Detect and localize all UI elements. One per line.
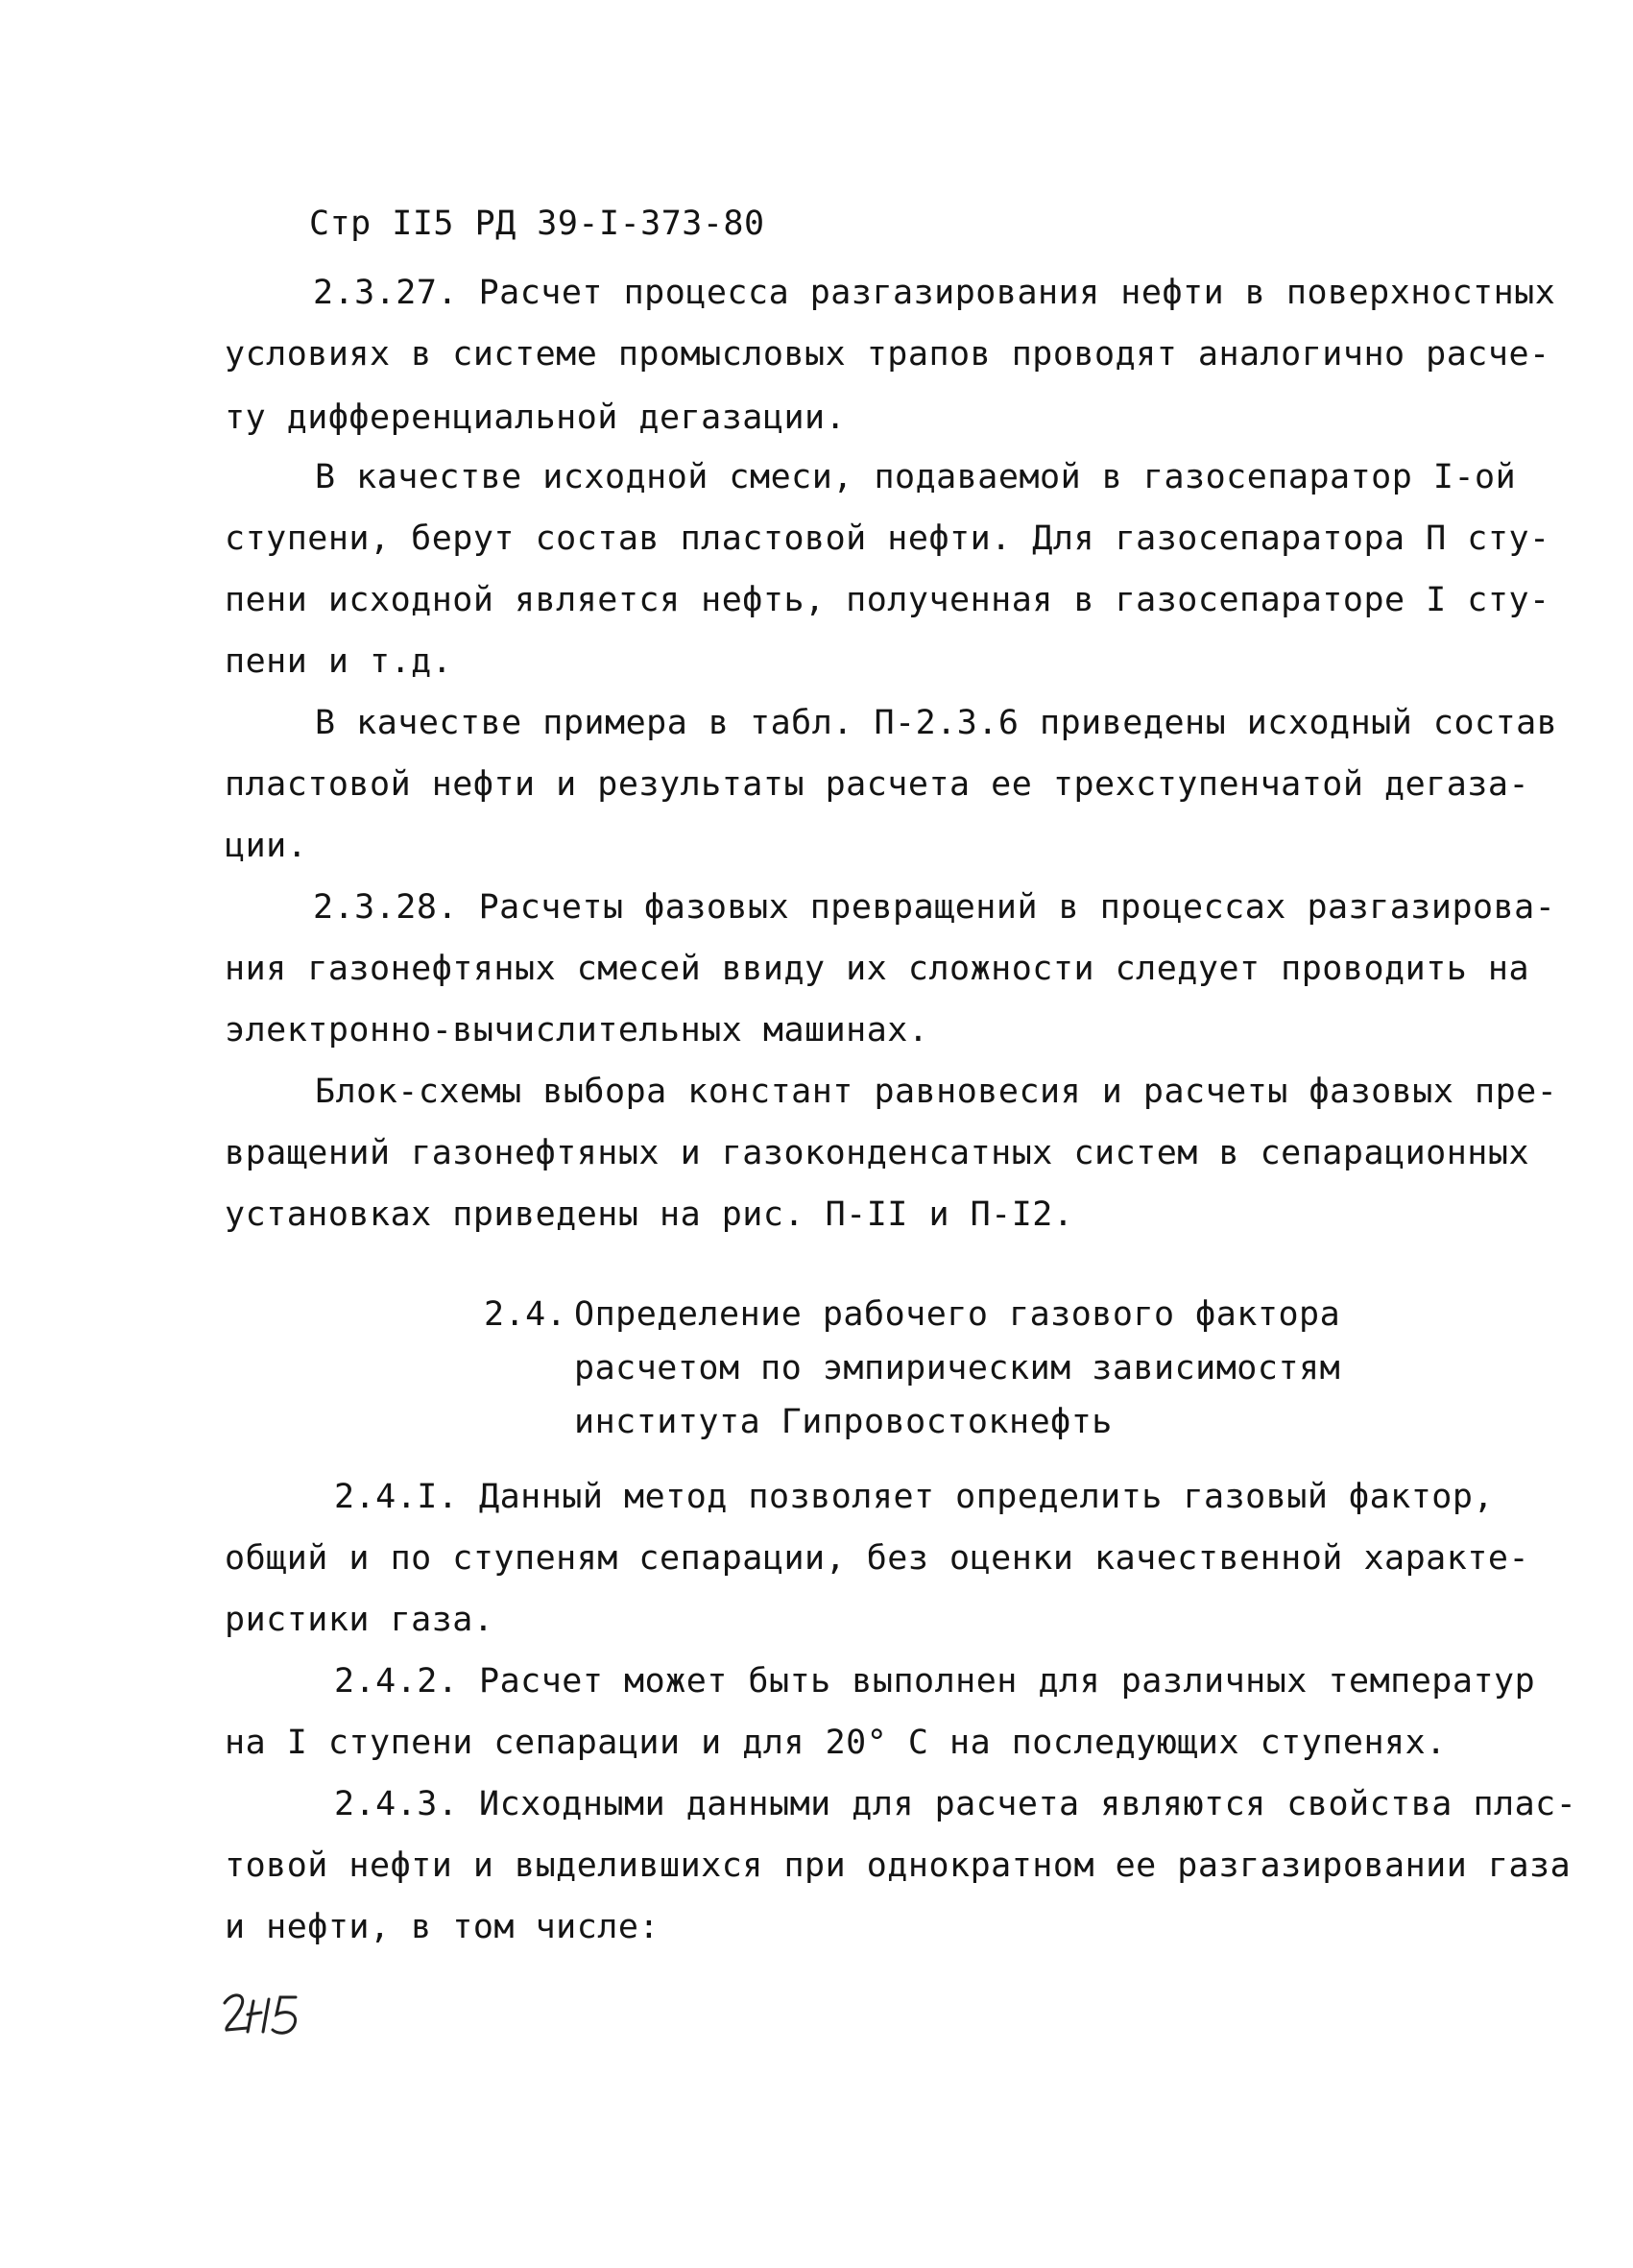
p2328-line-2: ния газонефтяных смесей ввиду их сложности следует проводить на (225, 950, 1530, 988)
p243-line-2: товой нефти и выделившихся при однократном ее разгазировании газа (225, 1846, 1572, 1885)
p2327b-line-1: В качестве исходной смеси, подаваемой в газосепаратор I-ой (315, 458, 1517, 496)
p243-line-3: и нефти, в том числе: (225, 1908, 660, 1946)
handwritten-page-mark (219, 1986, 324, 2043)
p243-line-1: 2.4.3. Исходными данными для расчета являются свойства плас- (334, 1785, 1577, 1823)
p2328b-line-1: Блок-схемы выбора констант равновесия и расчеты фазовых пре- (315, 1073, 1558, 1111)
p2328b-line-2: вращений газонефтяных и газоконденсатных систем в сепарационных (225, 1134, 1530, 1172)
p2327b-line-2: ступени, берут состав пластовой нефти. Для газосепаратора П сту- (225, 519, 1550, 558)
section-heading-line-2: расчетом по эмпирическим зависимостям (574, 1349, 1341, 1387)
p241-line-2: общий и по ступеням сепарации, без оценки качественной характе- (225, 1539, 1530, 1578)
p2328-line-3: электронно-вычислительных машинах. (225, 1011, 929, 1050)
p2327b-line-3: пени исходной является нефть, полученная в газосепараторе I сту- (225, 581, 1550, 619)
p2327c-line-1: В качестве примера в табл. П-2.3.6 приведены исходный состав (315, 704, 1558, 742)
p242-line-2: на I ступени сепарации и для 20° С на последующих ступенях. (225, 1724, 1447, 1762)
p242-line-1: 2.4.2. Расчет может быть выполнен для различных температур (334, 1662, 1536, 1701)
section-heading-line-3: института Гипровостокнефть (574, 1403, 1113, 1441)
p2328-line-1: 2.3.28. Расчеты фазовых превращений в процессах разгазирова- (313, 888, 1556, 927)
p2327c-line-2: пластовой нефти и результаты расчета ее трехступенчатой дегаза- (225, 765, 1530, 804)
p241-line-1: 2.4.I. Данный метод позволяет определить газовый фактор, (334, 1478, 1495, 1516)
section-heading-number: 2.4. (484, 1295, 567, 1334)
p2328b-line-3: установках приведены на рис. П-II и П-I2. (225, 1195, 1074, 1234)
p2327-line-3: ту дифференциальной дегазации. (225, 398, 847, 437)
page-header: Стр II5 РД 39-I-373-80 (309, 205, 765, 243)
p2327-line-1: 2.3.27. Расчет процесса разгазирования нефти в поверхностных (313, 274, 1556, 312)
p2327c-line-3: ции. (225, 827, 308, 865)
p2327b-line-4: пени и т.д. (225, 642, 453, 681)
p2327-line-2: условиях в системе промысловых трапов проводят аналогично расче- (225, 335, 1550, 374)
p241-line-3: ристики газа. (225, 1601, 494, 1639)
section-heading-line-1: Определение рабочего газового фактора (574, 1295, 1341, 1334)
